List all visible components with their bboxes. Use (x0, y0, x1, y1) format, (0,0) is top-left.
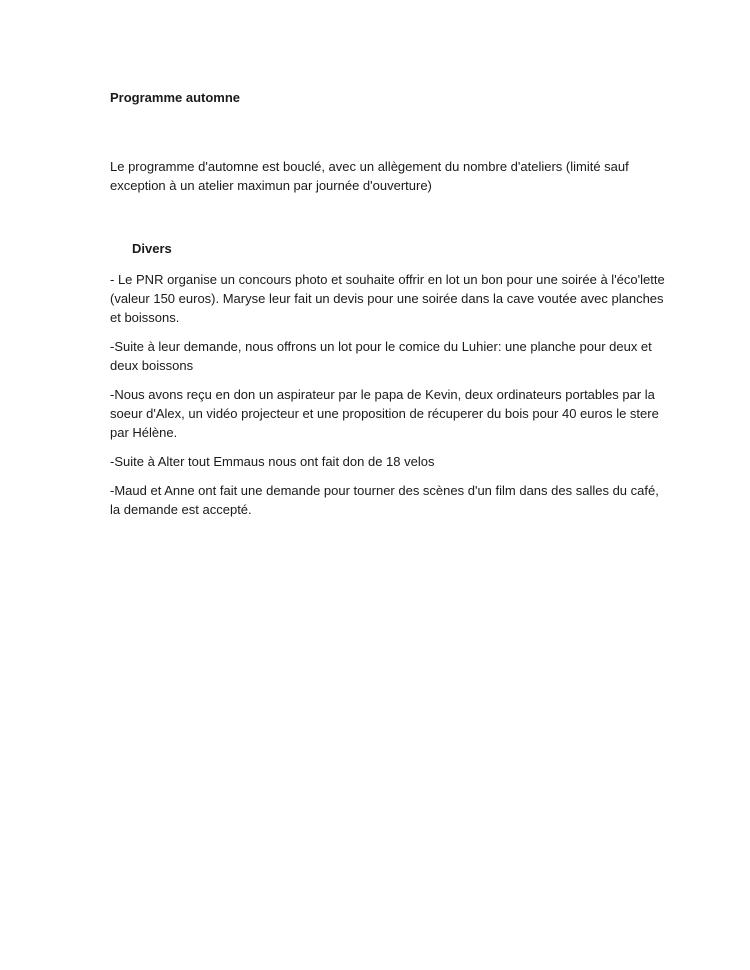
paragraph-pnr-contest: - Le PNR organise un concours photo et souhaite offrir en lot un bon pour une soirée à l'éco'lette (valeur 150 euros). Maryse leur fait un devis pour une soirée dans la cave voutée avec planches et boissons. (110, 272, 665, 325)
paragraph-comice-lot: -Suite à leur demande, nous offrons un lot pour le comice du Luhier: une planche pour deux et deux boissons (110, 339, 652, 373)
paragraph-film-request: -Maud et Anne ont fait une demande pour tourner des scènes d'un film dans des salles du café, la demande est accepté. (110, 483, 659, 517)
section-title: Programme automne (110, 90, 241, 105)
subheading-divers: Divers (132, 241, 172, 256)
paragraph-donations: -Nous avons reçu en don un aspirateur par le papa de Kevin, deux ordinateurs portables par la soeur d'Alex, un vidéo projecteur et une proposition de récuperer du bois pour 40 euros le stere par Hélène. (110, 387, 659, 440)
paragraph-bikes: -Suite à Alter tout Emmaus nous ont fait don de 18 velos (110, 454, 435, 469)
intro-paragraph: Le programme d'automne est bouclé, avec un allègement du nombre d'ateliers (limité sauf exception à un atelier maximun par journée d'ouverture) (110, 159, 629, 193)
document-body (110, 88, 670, 519)
